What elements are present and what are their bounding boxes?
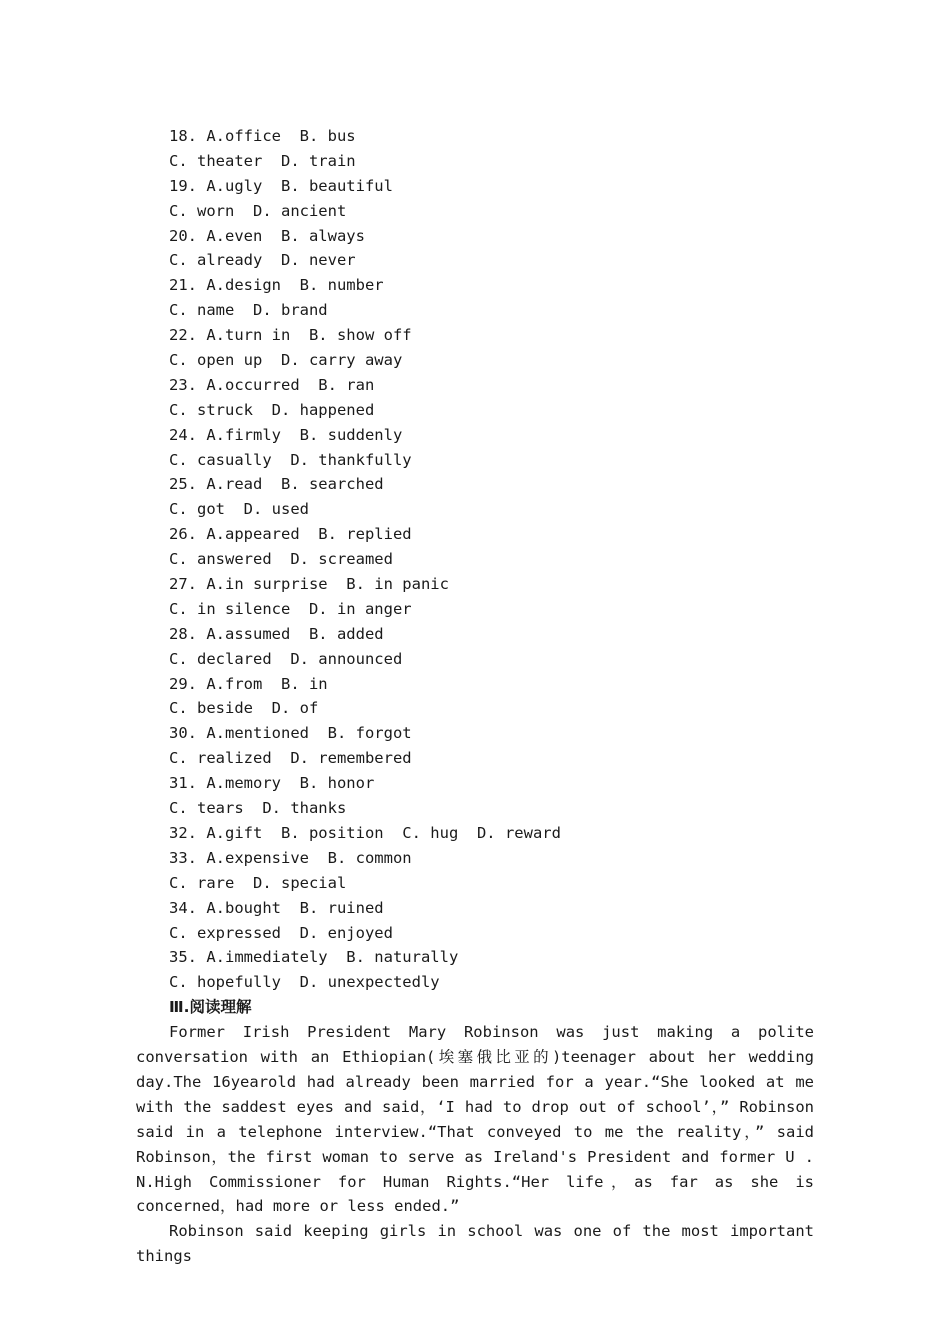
option-line: 18. A.office B. bus [169,127,356,145]
option-line: 33. A.expensive B. common [169,848,412,867]
option-line: C. open up D. carry away [169,351,403,370]
option-line: C. struck D. happened [169,400,375,419]
option-line: 24. A.firmly B. suddenly [169,425,403,444]
option-line: C. answered D. screamed [169,550,393,569]
option-line: 29. A.from B. in [169,674,328,693]
option-line: C. rare D. special [169,873,347,892]
option-line: 26. A.appeared B. replied [169,525,412,544]
option-line: C. name D. brand [169,301,328,320]
option-line: C. declared D. announced [169,649,403,668]
option-line: 28. A.assumed B. added [169,624,384,643]
option-line: C. tears D. thanks [169,799,347,818]
option-line: C. realized D. remembered [169,749,412,768]
reading-paragraph: Robinson said keeping girls in school was one of the most important things [136,1222,814,1266]
section-heading: Ⅲ.阅读理解 [169,998,252,1017]
option-line: 20. A.even B. always [169,226,365,245]
option-line: C. hopefully D. unexpectedly [169,973,440,992]
option-line: 27. A.in surprise B. in panic [169,575,449,594]
option-line: 30. A.mentioned B. forgot [169,724,412,743]
option-line: C. casually D. thankfully [169,450,412,469]
option-line: 22. A.turn in B. show off [169,326,412,345]
document-page [136,124,814,1269]
option-line: C. already D. never [169,251,356,270]
reading-paragraph: Former Irish President Mary Robinson was just making a polite conversation with an Ethiopian(埃塞俄比亚的)teenager about her wedding day.The 16yearold had already been married for a year.“She looked at me with the saddest eyes and said，‘I had to drop out of school’，” Robinson said in a telephone interview.“That conveyed to me the reality，” said Robinson，the first woman to serve as Ireland's President and former U . N.High Commissioner for Human Rights.“Her life，as far as she is concerned，had more or less ended.” [136,1023,814,1216]
option-list [136,124,814,995]
option-line: 19. A.ugly B. beautiful [169,176,393,195]
option-line: 32. A.gift B. position C. hug D. reward [169,823,561,842]
option-line: C. expressed D. enjoyed [169,923,393,942]
option-line: C. in silence D. in anger [169,599,412,618]
option-line: C. theater D. train [169,151,356,170]
option-line: 23. A.occurred B. ran [169,375,375,394]
option-line: 21. A.design B. number [169,276,384,295]
option-line: 35. A.immediately B. naturally [169,948,459,967]
option-line: 34. A.bought B. ruined [169,898,384,917]
option-line: C. worn D. ancient [169,201,347,220]
option-line: 31. A.memory B. honor [169,774,375,793]
option-line: C. got D. used [169,500,309,519]
option-line: 25. A.read B. searched [169,475,384,494]
option-line: C. beside D. of [169,699,319,718]
